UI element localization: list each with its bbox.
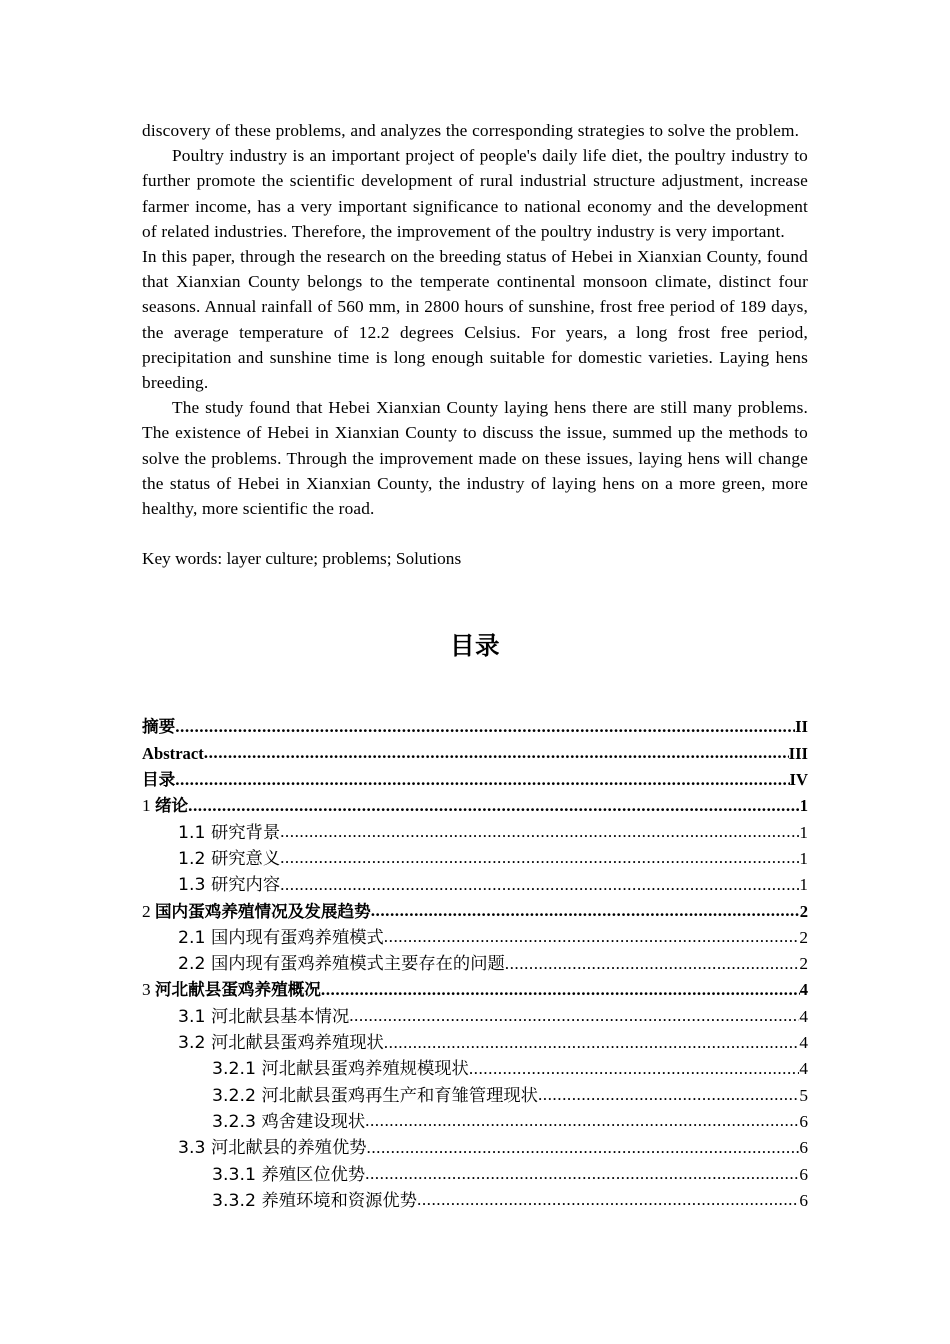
abstract-body [142,118,808,521]
toc-page-number: 2 [799,901,808,921]
toc-page-number: 6 [799,1190,808,1210]
toc-entry-label: 摘要 [142,717,176,737]
toc-page-number: 6 [799,1164,808,1184]
toc-entry-label: 3.2 河北献县蛋鸡养殖现状 [178,1033,384,1054]
toc-dot-leader [417,1188,799,1214]
toc-entry-title: 绪论 [154,796,189,816]
toc-entry[interactable] [178,872,808,898]
toc-entry[interactable] [212,1162,808,1188]
toc-entry[interactable] [142,741,808,767]
toc-page-number: 1 [799,875,808,895]
toc-dot-leader [280,872,799,898]
toc-page-number: 1 [799,796,808,816]
toc-entry-label: 3.1 河北献县基本情况 [178,1006,350,1027]
abstract-paragraph-2: Poultry industry is an important project of people's daily life diet, the poultry industry to further promote the scientific development of rural industrial structure adjustment, increase farmer income, has a very important significance to national economy and the development of related industries. Therefore, the improvement of the poultry industry is very important. [142,146,808,241]
toc-entry[interactable] [212,1188,808,1214]
toc-entry-label: 3.3 河北献县的养殖优势 [178,1138,367,1159]
toc-dot-leader [384,925,800,951]
toc-entry[interactable] [142,714,808,740]
toc-dot-leader [188,793,800,819]
toc-dot-leader [469,1056,800,1082]
toc-page-number: 4 [799,1006,808,1026]
toc-entry-label: Abstract [142,743,204,763]
toc-entry[interactable] [212,1056,808,1082]
toc-entry[interactable] [178,1030,808,1056]
toc-dot-leader [321,977,800,1003]
keywords-line: Key words: layer culture; problems; Solutions [142,549,462,569]
toc-entry-number: 2 [142,901,155,921]
toc-entry-number: 1 [142,796,155,816]
toc-entry-title: 国内蛋鸡养殖情况及发展趋势 [154,901,371,921]
toc-entry-label: 3.3.2 养殖环境和资源优势 [212,1190,417,1211]
toc-entry-label [142,899,371,925]
abstract-paragraph-3: In this paper, through the research on the breeding status of Hebei in Xianxian County, found that Xianxian County belongs to the temperate continental monsoon climate, distinct four seasons. Annual rainfall of 560 mm, in 2800 hours of sunshine, frost free period of 189 days, the average temperature of 12.2 degrees Celsius. For years, a long frost free period, precipitation and sunshine time is long enough suitable for domestic varieties. Laying hens breeding. [142,247,808,393]
toc-entry-title: 河北献县蛋鸡养殖概况 [154,980,321,1000]
abstract-paragraph-4: The study found that Hebei Xianxian County laying hens there are still many problems. The existence of Hebei in Xianxian County to discuss the issue, summed up the methods to solve the problems. Through the improvement made on these issues, laying hens will change the status of Hebei in Xianxian County, the industry of laying hens on a more green, more healthy, more scientific the road. [142,398,808,519]
toc-entry[interactable] [178,1004,808,1030]
toc-dot-leader [505,951,800,977]
toc-entry-label: 2.1 国内现有蛋鸡养殖模式 [178,927,384,948]
toc-page-number: IV [789,770,808,790]
toc-page-number: 4 [799,1033,808,1053]
toc-entry[interactable] [178,820,808,846]
abstract-paragraph-1: discovery of these problems, and analyzes the corresponding strategies to solve the problem. [142,121,800,140]
toc-entry-label: 1.1 研究背景 [178,822,281,843]
toc-title-spacer-bottom [142,661,808,714]
page-content [142,118,808,1214]
toc-entry-label: 2.2 国内现有蛋鸡养殖模式主要存在的问题 [178,954,505,975]
toc-dot-leader [280,820,799,846]
toc-entry[interactable] [142,767,808,793]
toc-dot-leader [367,1135,800,1161]
toc-page-number: 2 [799,927,808,947]
toc-entry-label: 3.2.1 河北献县蛋鸡养殖规模现状 [212,1059,469,1080]
toc-entry-label: 目录 [142,770,176,790]
toc-entry[interactable] [178,1135,808,1161]
toc-page-number: 1 [799,848,808,868]
toc-entry[interactable] [142,793,808,819]
toc-dot-leader [365,1109,799,1135]
toc-entry[interactable] [142,977,808,1003]
toc-title-spacer-top [142,571,808,631]
toc-entry-label: 1.3 研究内容 [178,875,281,896]
toc-entry-label: 3.3.1 养殖区位优势 [212,1164,366,1185]
toc-entry-label [142,977,321,1003]
toc-page-number: 2 [799,954,808,974]
toc-entry-number: 3 [142,980,155,1000]
keywords-spacer [142,521,808,546]
toc-page-number: 4 [799,1059,808,1079]
toc-page-number: 5 [799,1085,808,1105]
toc-entry-label: 1.2 研究意义 [178,848,281,869]
toc-dot-leader [371,899,800,925]
toc-heading: 目录 [450,631,500,661]
toc-entry-label: 3.2.3 鸡舍建设现状 [212,1111,366,1132]
toc-dot-leader [384,1030,800,1056]
toc-entry[interactable] [212,1109,808,1135]
toc-dot-leader [538,1083,799,1109]
toc-page-number: 6 [799,1138,808,1158]
toc-dot-leader [175,714,795,740]
toc-dot-leader [365,1162,799,1188]
toc-dot-leader [204,741,789,767]
toc-page-number: 6 [799,1111,808,1131]
toc-page-number: III [788,743,808,763]
toc-page-number: 4 [799,980,808,1000]
toc-entry[interactable] [178,846,808,872]
toc-entry[interactable] [212,1083,808,1109]
toc-dot-leader [175,767,789,793]
toc-dot-leader [280,846,799,872]
toc-entry[interactable] [178,925,808,951]
toc-page-number: II [795,717,808,737]
toc-entry[interactable] [178,951,808,977]
table-of-contents [142,714,808,1214]
toc-entry-label [142,793,188,819]
toc-dot-leader [349,1004,799,1030]
toc-entry[interactable] [142,899,808,925]
toc-entry-label: 3.2.2 河北献县蛋鸡再生产和育雏管理现状 [212,1085,538,1106]
toc-page-number: 1 [799,822,808,842]
